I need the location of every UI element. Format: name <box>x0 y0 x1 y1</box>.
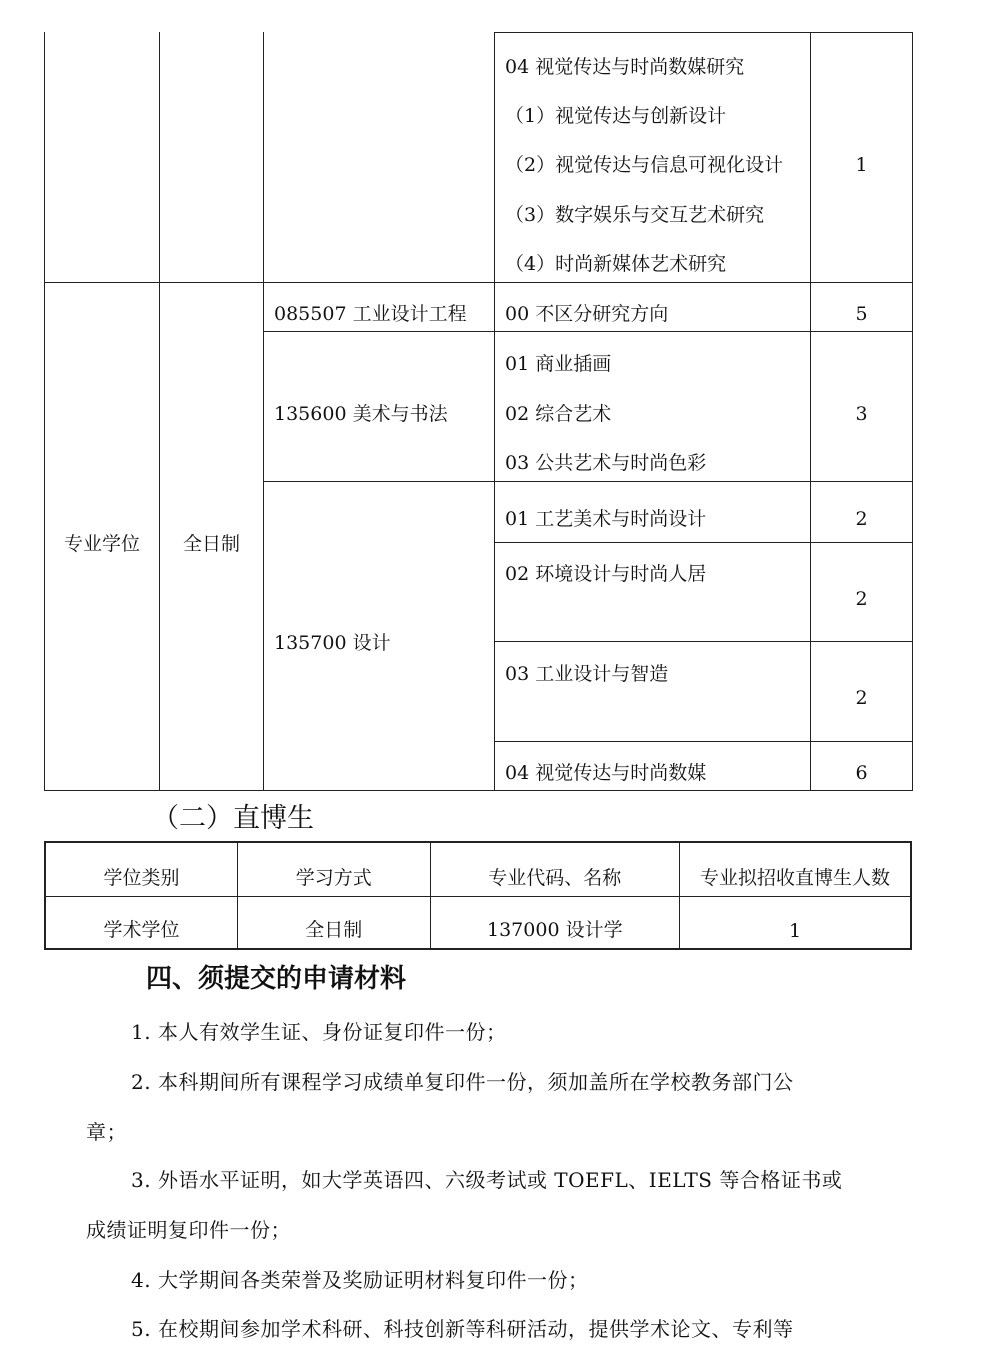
count-cell: 2 <box>855 588 868 610</box>
direct-phd-table <box>44 841 912 950</box>
direction-cell: 03 工业设计与智造 <box>505 663 669 685</box>
table-divider <box>494 32 913 33</box>
header-cell: 专业代码、名称 <box>430 842 680 896</box>
degree-type-cell: 专业学位 <box>63 533 140 555</box>
direction-cell: 02 综合艺术 <box>505 403 612 425</box>
direction-cell: 01 商业插画 <box>505 353 612 375</box>
direction-title: 04 视觉传达与时尚数媒研究 <box>505 56 745 78</box>
direction-sub: （3）数字娱乐与交互艺术研究 <box>505 204 765 226</box>
list-item-continuation: 成绩证明复印件一份； <box>86 1218 291 1242</box>
count-cell: 5 <box>855 303 868 325</box>
count-cell: 2 <box>855 508 868 530</box>
direction-cell: 01 工艺美术与时尚设计 <box>505 508 707 530</box>
table-divider <box>44 282 913 283</box>
cell: 1 <box>680 896 911 949</box>
direction-sub: （2）视觉传达与信息可视化设计 <box>505 154 784 176</box>
table-row <box>45 896 911 949</box>
direction-sub: （1）视觉传达与创新设计 <box>505 105 727 127</box>
table-divider <box>494 32 495 791</box>
section-title: （二）直博生 <box>152 803 314 834</box>
header-cell: 学位类别 <box>45 842 238 896</box>
study-mode-cell: 全日制 <box>182 533 240 555</box>
direction-cell: 03 公共艺术与时尚色彩 <box>505 452 707 474</box>
count-cell: 2 <box>855 687 868 709</box>
direction-cell: 04 视觉传达与时尚数媒 <box>505 762 707 784</box>
cell: 137000 设计学 <box>430 896 680 949</box>
table-divider <box>494 641 913 642</box>
list-item: 2. 本科期间所有课程学习成绩单复印件一份，须加盖所在学校教务部门公 <box>131 1070 794 1094</box>
table-divider <box>263 481 913 482</box>
table-header-row <box>45 842 911 896</box>
cell: 全日制 <box>238 896 431 949</box>
count-cell: 3 <box>855 403 868 425</box>
table-border-bottom <box>44 790 913 791</box>
header-cell: 学习方式 <box>238 842 431 896</box>
section-heading: 四、须提交的申请材料 <box>146 964 407 994</box>
list-item-continuation: 章； <box>86 1120 127 1144</box>
list-item: 5. 在校期间参加学术科研、科技创新等科研活动，提供学术论文、专利等 <box>131 1317 794 1341</box>
header-cell: 专业拟招收直博生人数 <box>680 842 911 896</box>
list-item: 4. 大学期间各类荣誉及奖励证明材料复印件一份； <box>131 1268 589 1292</box>
major-cell: 135600 美术与书法 <box>274 403 448 425</box>
list-item: 1. 本人有效学生证、身份证复印件一份； <box>131 1020 507 1044</box>
direction-cell: 02 环境设计与时尚人居 <box>505 563 707 585</box>
table-divider <box>159 32 160 791</box>
list-item: 3. 外语水平证明，如大学英语四、六级考试或 TOEFL、IELTS 等合格证书或 <box>131 1168 843 1192</box>
count-cell: 1 <box>855 154 868 176</box>
table-divider <box>263 32 264 791</box>
direction-cell: 00 不区分研究方向 <box>505 303 669 325</box>
count-cell: 6 <box>855 762 868 784</box>
major-cell: 135700 设计 <box>274 632 391 654</box>
table-divider <box>494 741 913 742</box>
cell: 学术学位 <box>45 896 238 949</box>
table-divider <box>494 542 913 543</box>
table-divider <box>263 331 913 332</box>
major-cell: 085507 工业设计工程 <box>274 303 467 325</box>
table-border-right <box>912 32 913 791</box>
table-border-left <box>44 32 45 791</box>
direction-sub: （4）时尚新媒体艺术研究 <box>505 253 727 275</box>
